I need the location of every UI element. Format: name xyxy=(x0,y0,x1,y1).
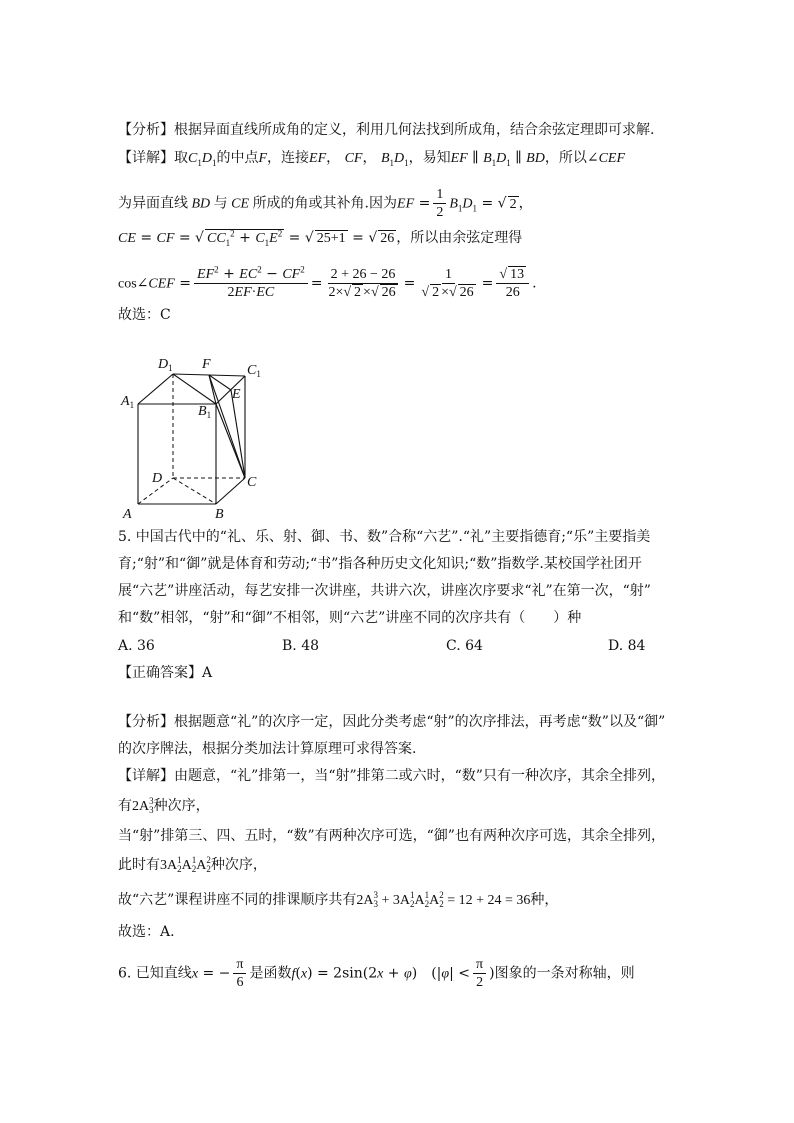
q5-detail-line-3: 当“射”排第三、四、五时，“数”有两种次序可选，“御”也有两种次序可选，其余全排列， xyxy=(118,828,665,844)
label-d1: $D_1$ xyxy=(158,357,173,373)
label-c: C xyxy=(247,475,257,490)
label-b1: $B_1$ xyxy=(198,404,212,420)
edge-a1-d1 xyxy=(138,374,173,404)
analysis-text: 根据异面直线所成角的定义，利用几何法找到所成角，结合余弦定理即可求解. xyxy=(174,122,655,138)
q5-option-d: D. 84 xyxy=(608,638,646,654)
label-e: E xyxy=(232,387,241,402)
q5-analysis-line-2: 的次序牌法，根据分类加法计算原理可求得答案. xyxy=(118,741,417,757)
label-d: D xyxy=(152,471,163,486)
label-b: B xyxy=(215,507,224,522)
q5-detail-line-1: 【详解】由题意，“礼”排第一，当“射”排第二或六时，“数”只有一种次序，其余全排列， xyxy=(118,768,665,784)
q5-correct-answer: 【正确答案】A xyxy=(118,665,213,681)
q5-option-a: A. 36 xyxy=(118,638,155,654)
q5-detail-line-5: 故“六艺”课程讲座不同的排课顺序共有2A3 3 + 3A1 2A1 2A2 2 = 12 + 24 = 36种， xyxy=(118,890,559,909)
q6-stem: 6. 已知直线x = − $\frac{\pi}{6}$ 是函数f(x) = 2sin(2x + φ) (|φ| < $\frac{\pi}{2}$ )图象的一条对称轴，则 xyxy=(118,957,635,990)
q5-stem-line-2: 育;“射”和“御”就是体育和劳动;“书”指各种历史文化知识;“数”指数学.某校国学社团开 xyxy=(118,556,642,572)
q5-choice: 故选：A. xyxy=(118,924,175,940)
q5-stem-line-4: 和“数”相邻，“射”和“御”不相邻，则“六艺”讲座不同的次序共有（ ）种 xyxy=(118,610,582,626)
detail-tag: 【详解】 xyxy=(118,150,174,166)
q4-cosine-formula: cos∠CEF = $\frac{EF^2 + EC^2 - CF^2}{2EF\cdot EC}$ = $\frac{2 + 26 - 26}{2\times√ 2 \times√ 26}$ = $\frac{1}{√ 2 \times√ 26}$ = $\frac{√ 13}{26}$ . xyxy=(118,264,537,300)
label-f: F xyxy=(202,357,211,372)
segment-e-c xyxy=(231,390,245,478)
q5-stem-line-1: 5. 中国古代中的“礼、乐、射、御、书、数”合称“六艺”.“礼”主要指德育;“乐”主要指美 xyxy=(118,529,651,545)
label-a: A xyxy=(123,507,132,522)
q4-choice: 故选：C xyxy=(118,307,171,323)
q4-detail-line-1: 【详解】取$C_1D_1$的中点F，连接EF， CF， $B_1D_1$，易知EF ∥ $B_1D_1$ ∥ BD，所以∠CEF xyxy=(118,150,626,168)
analysis-tag: 【分析】 xyxy=(118,122,174,138)
hidden-segment-d-b xyxy=(173,478,216,504)
q4-detail-line-3: CE = CF = √ $CC_1^2 + C_1E^2$ = √ 25+1 = √ 26 ，所以由余弦定理得 xyxy=(118,228,523,248)
q5-option-c: C. 64 xyxy=(446,638,483,654)
edge-b-c xyxy=(216,478,245,504)
q5-option-b: B. 48 xyxy=(282,638,320,654)
q5-analysis-line-1: 【分析】根据题意“礼”的次序一定，因此分类考虑“射”的次序排法，再考虑“数”以及“御” xyxy=(118,714,666,730)
q5-detail-line-4: 此时有3A1 2A1 2A2 2种次序， xyxy=(118,855,267,874)
prism-figure xyxy=(118,352,268,522)
label-a1: $A_1$ xyxy=(121,394,135,410)
q5-stem-line-3: 展“六艺”讲座活动，每艺安排一次讲座，共讲六次，讲座次序要求“礼”在第一次，“射” xyxy=(118,583,651,599)
q5-detail-line-2: 有2A3 3种次序， xyxy=(118,796,210,815)
q4-analysis xyxy=(118,120,654,140)
segment-b1-c xyxy=(216,404,245,478)
label-c1: $C_1$ xyxy=(247,363,261,379)
q4-detail-line-2: 为异面直线 BD 与 CE 所成的角或其补角.因为EF = $\frac{1}{2}$ $B_1D_1$ = √ 2 ， xyxy=(118,187,533,220)
